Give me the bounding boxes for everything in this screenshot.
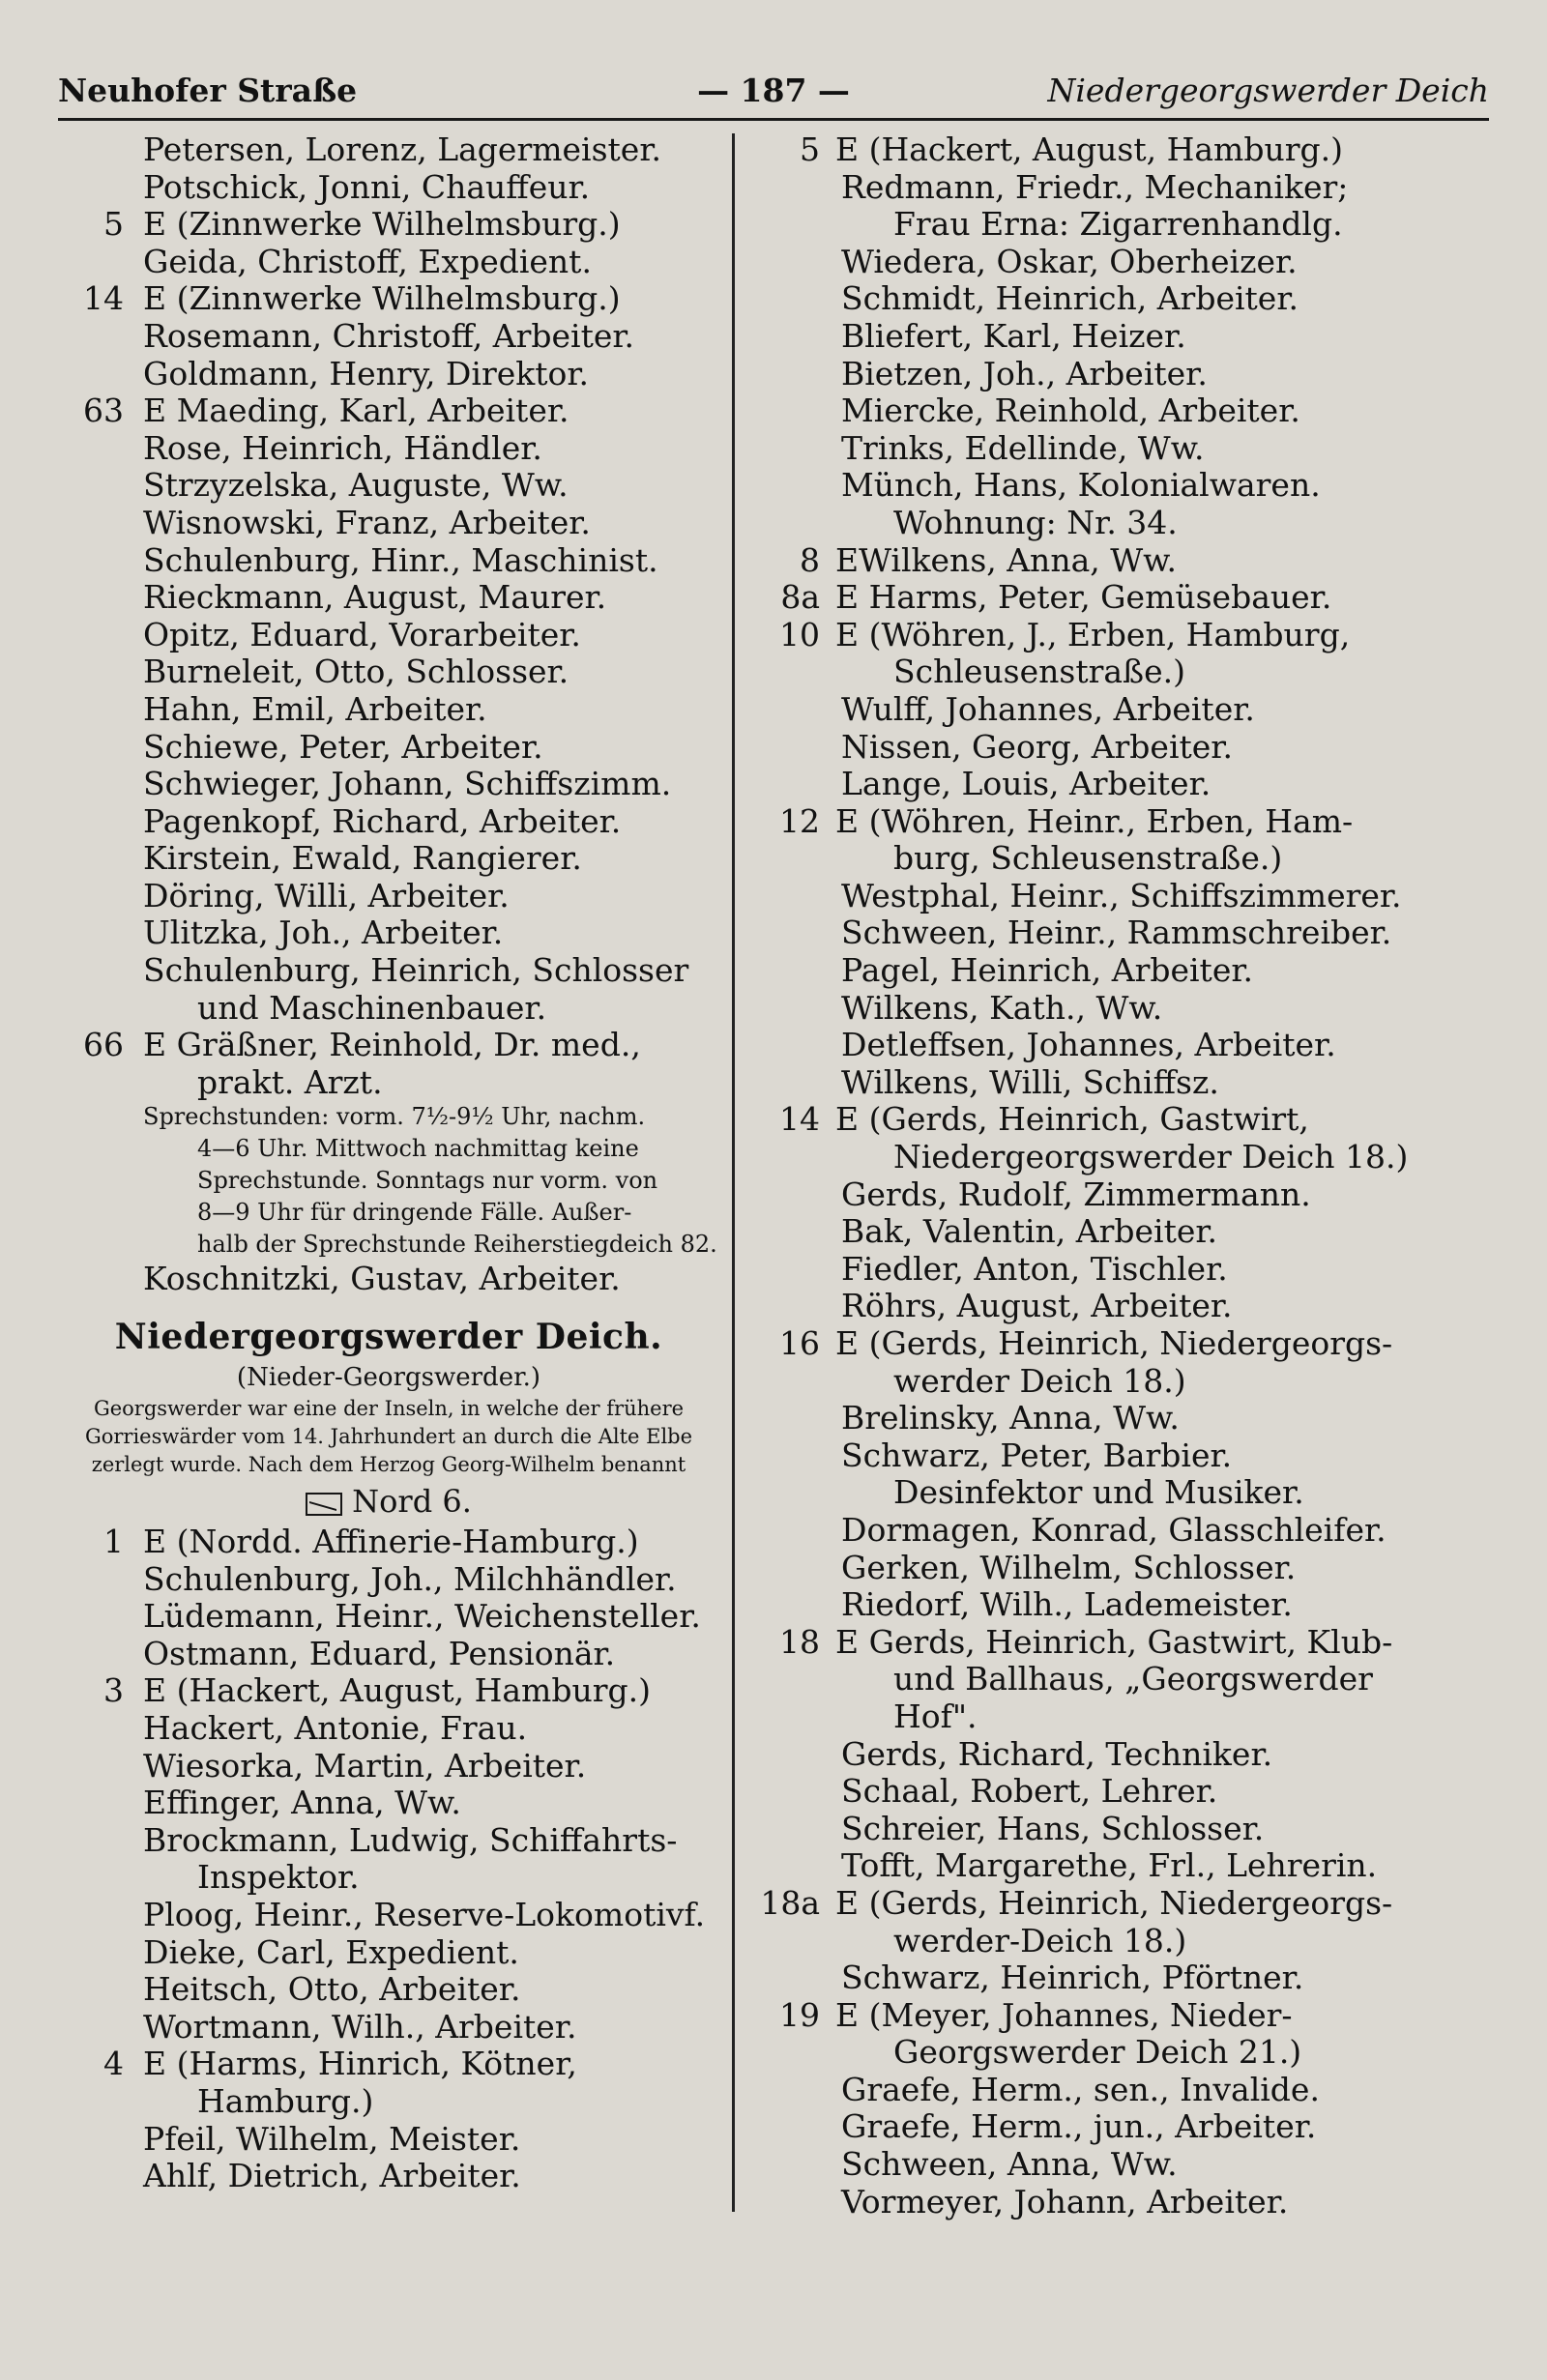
directory-entry — [62, 1561, 715, 1599]
directory-entry — [62, 392, 715, 430]
entry-text: Hamburg.) — [197, 2081, 374, 2120]
entry-text: Opitz, Eduard, Vorarbeiter. — [143, 615, 581, 653]
house-number: 12 — [779, 801, 820, 840]
entry-text: Ahlf, Dietrich, Arbeiter. — [143, 2157, 521, 2195]
directory-entry — [760, 1027, 1437, 1064]
directory-entry — [62, 2083, 715, 2121]
house-number: 5 — [103, 205, 124, 244]
directory-entry — [62, 1748, 715, 1785]
entry-text: Tofft, Margarethe, Frl., Lehrerin. — [841, 1846, 1378, 1885]
page-number: — 187 — — [697, 72, 850, 109]
entry-text: Röhrs, August, Arbeiter. — [841, 1287, 1233, 1325]
entry-text: Döring, Willi, Arbeiter. — [143, 876, 510, 914]
entry-text: Riedorf, Wilh., Lademeister. — [841, 1585, 1293, 1624]
directory-entry — [760, 766, 1437, 803]
entry-text: Trinks, Edellinde, Ww. — [841, 428, 1205, 467]
entry-text: Wortmann, Wilh., Arbeiter. — [143, 2007, 577, 2046]
entry-text: Redmann, Friedr., Mechaniker; — [841, 167, 1349, 206]
entry-text: Rosemann, Christoff, Arbeiter. — [143, 316, 635, 355]
entry-text: EWilkens, Anna, Ww. — [835, 540, 1177, 579]
entry-text: Gerken, Wilhelm, Schlosser. — [841, 1548, 1297, 1586]
entry-text: Petersen, Lorenz, Lagermeister. — [143, 131, 661, 168]
directory-entry — [760, 1698, 1437, 1736]
directory-entry — [760, 2146, 1437, 2184]
directory-entry — [760, 952, 1437, 990]
entry-text: Vormeyer, Johann, Arbeiter. — [841, 2182, 1289, 2220]
directory-entry — [760, 729, 1437, 767]
directory-entry — [62, 952, 715, 990]
directory-entry — [62, 1672, 715, 1710]
directory-entry — [760, 878, 1437, 915]
entry-text: Inspektor. — [197, 1858, 360, 1897]
house-number: 16 — [779, 1324, 820, 1362]
entry-text: E Gerds, Heinrich, Gastwirt, Klub- — [835, 1622, 1393, 1661]
postal-district-label: Nord 6. — [352, 1483, 472, 1521]
directory-entry — [760, 840, 1437, 878]
entry-text: Schween, Anna, Ww. — [841, 2145, 1178, 2184]
directory-entry — [62, 169, 715, 207]
entry-text: Schulenburg, Heinrich, Schlosser — [143, 951, 689, 990]
directory-entry — [62, 318, 715, 356]
directory-entry — [62, 803, 715, 841]
directory-entry — [760, 206, 1437, 244]
directory-entry — [62, 505, 715, 542]
directory-entry — [62, 1859, 715, 1897]
entry-text: Wilkens, Willi, Schiffsz. — [841, 1062, 1219, 1101]
house-number: 8 — [800, 540, 820, 579]
entry-text: Lange, Louis, Arbeiter. — [841, 765, 1211, 803]
directory-entry — [62, 653, 715, 691]
entry-text: Schween, Heinr., Rammschreiber. — [841, 914, 1392, 952]
directory-entry — [760, 542, 1437, 580]
directory-entry — [760, 1661, 1437, 1698]
directory-entry — [62, 1897, 715, 1934]
directory-entry — [760, 1923, 1437, 1960]
directory-entry — [62, 729, 715, 767]
entry-text: prakt. Arzt. — [197, 1062, 383, 1101]
column-divider — [732, 133, 735, 2212]
entry-text: E (Gerds, Heinrich, Gastwirt, — [835, 1100, 1309, 1139]
directory-entry — [62, 1785, 715, 1822]
entry-text: E (Gerds, Heinrich, Niedergeorgs- — [835, 1324, 1393, 1362]
entry-text: Desinfektor und Musiker. — [893, 1473, 1304, 1512]
entry-text: E (Wöhren, Heinr., Erben, Ham- — [835, 801, 1354, 840]
office-hours-line — [62, 1101, 715, 1133]
entry-text: Detleffsen, Johannes, Arbeiter. — [841, 1026, 1336, 1064]
house-number: 14 — [779, 1100, 820, 1139]
entry-text: Münch, Hans, Kolonialwaren. — [841, 466, 1321, 505]
entry-text: Bak, Valentin, Arbeiter. — [841, 1212, 1218, 1251]
house-number: 3 — [103, 1671, 124, 1710]
entry-text: Dieke, Carl, Expedient. — [143, 1932, 519, 1971]
entry-text: Frau Erna: Zigarrenhandlg. — [893, 205, 1343, 244]
entry-text: Schwarz, Heinrich, Pförtner. — [841, 1959, 1304, 1997]
entry-text: Hackert, Antonie, Frau. — [143, 1709, 528, 1747]
directory-entry — [62, 2158, 715, 2195]
entry-text: Ulitzka, Joh., Arbeiter. — [143, 914, 504, 952]
header-rule — [58, 118, 1489, 121]
entry-text: E (Hackert, August, Hamburg.) — [143, 1671, 651, 1710]
house-number: 1 — [103, 1523, 124, 1561]
directory-entry — [62, 542, 715, 580]
entry-text: Schmidt, Heinrich, Arbeiter. — [841, 279, 1299, 318]
entry-text: Georgswerder Deich 21.) — [893, 2033, 1302, 2072]
section-note: Gorrieswärder vom 14. Jahrhundert an durch die Alte Elbe — [84, 1425, 693, 1449]
house-number: 19 — [779, 1995, 820, 2034]
house-number: 10 — [779, 615, 820, 653]
entry-text: Rieckmann, August, Maurer. — [143, 578, 607, 617]
entry-text: Goldmann, Henry, Direktor. — [143, 354, 590, 392]
entry-text: Rose, Heinrich, Händler. — [143, 428, 542, 467]
entry-text: Dormagen, Konrad, Glasschleifer. — [841, 1510, 1386, 1549]
house-number: 63 — [83, 392, 124, 430]
house-number: 18 — [779, 1622, 820, 1661]
directory-entry — [62, 206, 715, 244]
entry-text: Schwarz, Peter, Barbier. — [841, 1436, 1233, 1474]
directory-entry — [62, 1027, 715, 1064]
entry-text: Pagenkopf, Richard, Arbeiter. — [143, 801, 622, 840]
house-number: 8a — [780, 578, 820, 617]
entry-text: werder-Deich 18.) — [893, 1921, 1187, 1959]
directory-entry — [62, 356, 715, 393]
directory-entry — [760, 467, 1437, 505]
entry-text: Schwieger, Johann, Schiffszimm. — [143, 765, 672, 803]
directory-entry — [760, 1437, 1437, 1475]
directory-entry — [760, 579, 1437, 617]
entry-text: Schulenburg, Joh., Milchhändler. — [143, 1559, 677, 1598]
entry-text: E (Gerds, Heinrich, Niedergeorgs- — [835, 1883, 1393, 1922]
entry-text: Graefe, Herm., sen., Invalide. — [841, 2070, 1320, 2108]
directory-entry — [62, 1971, 715, 2009]
entry-text: Hahn, Emil, Arbeiter. — [143, 689, 487, 728]
page-header — [58, 62, 1489, 120]
entry-text: E (Hackert, August, Hamburg.) — [835, 131, 1343, 168]
directory-entry — [760, 617, 1437, 654]
directory-entry — [760, 1550, 1437, 1587]
directory-entry — [760, 505, 1437, 542]
directory-entry — [760, 1400, 1437, 1437]
entry-text: Gerds, Richard, Techniker. — [841, 1734, 1273, 1773]
directory-entry — [760, 1176, 1437, 1214]
directory-entry — [62, 766, 715, 803]
directory-entry — [760, 1251, 1437, 1289]
directory-entry — [62, 1524, 715, 1561]
directory-entry — [62, 1710, 715, 1748]
directory-entry — [760, 280, 1437, 318]
office-hours-line — [62, 1133, 715, 1165]
directory-entry — [760, 803, 1437, 841]
entry-text: Schaal, Robert, Lehrer. — [841, 1772, 1218, 1811]
entry-text: Fiedler, Anton, Tischler. — [841, 1249, 1228, 1288]
entry-text: Brockmann, Ludwig, Schiffahrts- — [143, 1820, 678, 1859]
entry-text: Pfeil, Wilhelm, Meister. — [143, 2119, 521, 2158]
entry-text: E (Zinnwerke Wilhelmsburg.) — [143, 205, 621, 244]
office-hours-line — [62, 1197, 715, 1229]
directory-entry — [62, 1598, 715, 1636]
directory-entry — [760, 653, 1437, 691]
section-subtitle: (Nieder-Georgswerder.) — [236, 1363, 541, 1393]
entry-text: und Ballhaus, „Georgswerder — [893, 1660, 1373, 1698]
directory-entry — [760, 1997, 1437, 2035]
envelope-icon — [306, 1493, 342, 1516]
directory-entry — [760, 356, 1437, 393]
directory-entry — [62, 990, 715, 1028]
directory-entry — [760, 1474, 1437, 1512]
entry-text: Schiewe, Peter, Arbeiter. — [143, 727, 543, 766]
entry-text: Koschnitzki, Gustav, Arbeiter. — [143, 1260, 621, 1298]
directory-entry — [62, 467, 715, 505]
entry-text: Niedergeorgswerder Deich 18.) — [893, 1138, 1409, 1176]
office-hours-text: 8—9 Uhr für dringende Fälle. Außer- — [197, 1199, 632, 1227]
directory-entry — [62, 1636, 715, 1673]
entry-text: Ploog, Heinr., Reserve-Lokomotivf. — [143, 1895, 706, 1933]
house-number: 66 — [83, 1026, 124, 1064]
entry-text: E Maeding, Karl, Arbeiter. — [143, 392, 569, 430]
entry-text: Lüdemann, Heinr., Weichensteller. — [143, 1597, 701, 1636]
left-column — [62, 131, 715, 2195]
entry-text: Wilkens, Kath., Ww. — [841, 988, 1163, 1027]
entry-text: Potschick, Jonni, Chauffeur. — [143, 167, 591, 206]
directory-entry — [760, 1064, 1437, 1102]
entry-text: Bliefert, Karl, Heizer. — [841, 316, 1186, 355]
entry-text: burg, Schleusenstraße.) — [893, 839, 1283, 878]
house-number: 14 — [83, 279, 124, 318]
directory-entry — [62, 579, 715, 617]
entry-text: Geida, Christoff, Expedient. — [143, 242, 592, 280]
entry-text: Graefe, Herm., jun., Arbeiter. — [841, 2107, 1317, 2146]
directory-entry — [62, 2009, 715, 2046]
directory-entry — [62, 914, 715, 952]
entry-text: Bietzen, Joh., Arbeiter. — [841, 354, 1208, 392]
directory-entry — [62, 1064, 715, 1102]
directory-entry — [760, 1847, 1437, 1885]
entry-text: Wulff, Johannes, Arbeiter. — [841, 689, 1255, 728]
directory-entry — [760, 244, 1437, 281]
entry-text: Strzyzelska, Auguste, Ww. — [143, 466, 569, 505]
entry-text: Heitsch, Otto, Arbeiter. — [143, 1970, 521, 2009]
entry-text: Kirstein, Ewald, Rangierer. — [143, 839, 582, 878]
entry-text: Wohnung: Nr. 34. — [893, 503, 1178, 541]
entry-text: E Harms, Peter, Gemüsebauer. — [835, 578, 1332, 617]
directory-entry — [760, 990, 1437, 1028]
header-street-end: Niedergeorgswerder Deich — [1047, 72, 1489, 109]
directory-entry — [62, 430, 715, 468]
directory-entry — [760, 169, 1437, 207]
entry-text: Pagel, Heinrich, Arbeiter. — [841, 951, 1253, 990]
directory-entry — [760, 131, 1437, 169]
office-hours-text: Sprechstunde. Sonntags nur vorm. von — [197, 1167, 658, 1195]
directory-entry — [760, 1811, 1437, 1848]
directory-entry — [62, 131, 715, 169]
directory-entry — [62, 1822, 715, 1860]
entry-text: Burneleit, Otto, Schlosser. — [143, 653, 569, 691]
entry-text: Westphal, Heinr., Schiffszimmerer. — [841, 876, 1402, 914]
directory-entry — [760, 914, 1437, 952]
entry-text: Effinger, Anna, Ww. — [143, 1784, 461, 1822]
entry-text: Brelinsky, Anna, Ww. — [841, 1399, 1180, 1437]
directory-entry — [62, 244, 715, 281]
directory-entry — [760, 1773, 1437, 1811]
directory-entry — [760, 691, 1437, 729]
right-column — [760, 131, 1437, 2220]
directory-entry — [760, 1363, 1437, 1401]
directory-entry — [760, 1885, 1437, 1923]
directory-entry — [760, 1139, 1437, 1176]
office-hours-text: Sprechstunden: vorm. 7½-9½ Uhr, nachm. — [143, 1103, 646, 1131]
directory-entry — [62, 2121, 715, 2159]
entry-text: E (Harms, Hinrich, Kötner, — [143, 2045, 577, 2083]
entry-text: E (Meyer, Johannes, Nieder- — [835, 1995, 1293, 2034]
directory-entry — [62, 280, 715, 318]
directory-entry — [760, 1959, 1437, 1997]
entry-text: Wiesorka, Martin, Arbeiter. — [143, 1746, 587, 1785]
entry-text: E (Nordd. Affinerie-Hamburg.) — [143, 1523, 639, 1561]
entry-text: Gerds, Rudolf, Zimmermann. — [841, 1175, 1311, 1213]
directory-entry — [760, 1624, 1437, 1662]
directory-entry — [760, 2072, 1437, 2109]
entry-text: Wisnowski, Franz, Arbeiter. — [143, 503, 591, 541]
house-number: 18a — [760, 1883, 820, 1922]
directory-entry — [62, 691, 715, 729]
directory-entry — [760, 318, 1437, 356]
entry-text: Schulenburg, Hinr., Maschinist. — [143, 540, 658, 579]
directory-entry — [760, 2184, 1437, 2221]
entry-text: Schreier, Hans, Schlosser. — [841, 1809, 1265, 1847]
directory-entry — [62, 1934, 715, 1972]
directory-entry — [760, 2034, 1437, 2072]
directory-entry — [760, 1325, 1437, 1363]
office-hours-text: 4—6 Uhr. Mittwoch nachmittag keine — [197, 1135, 639, 1163]
postal-district — [62, 1479, 715, 1524]
office-hours-text: halb der Sprechstunde Reiherstiegdeich 82. — [197, 1231, 717, 1259]
directory-entry — [760, 1101, 1437, 1139]
entry-text: E (Zinnwerke Wilhelmsburg.) — [143, 279, 621, 318]
entry-text: Ostmann, Eduard, Pensionär. — [143, 1634, 616, 1672]
header-street-start: Neuhofer Straße — [58, 72, 358, 109]
entry-text: Schleusenstraße.) — [893, 653, 1185, 691]
directory-entry — [760, 1512, 1437, 1550]
directory-entry — [760, 430, 1437, 468]
directory-entry — [62, 1261, 715, 1298]
directory-entry — [62, 840, 715, 878]
entry-text: Miercke, Reinhold, Arbeiter. — [841, 392, 1300, 430]
entry-text: E Gräßner, Reinhold, Dr. med., — [143, 1026, 641, 1064]
entry-text: Hof". — [893, 1697, 978, 1735]
section-note: zerlegt wurde. Nach dem Herzog Georg-Wilhelm benannt — [91, 1453, 686, 1477]
house-number: 5 — [800, 131, 820, 168]
entry-text: Wiedera, Oskar, Oberheizer. — [841, 242, 1298, 280]
entry-text: E (Wöhren, J., Erben, Hamburg, — [835, 615, 1351, 653]
directory-entry — [760, 1586, 1437, 1624]
directory-entry — [62, 2046, 715, 2083]
directory-entry — [62, 617, 715, 654]
office-hours-line — [62, 1165, 715, 1197]
section-title: Niedergeorgswerder Deich. — [114, 1317, 663, 1358]
entry-text: werder Deich 18.) — [893, 1361, 1186, 1400]
directory-entry — [62, 878, 715, 915]
directory-entry — [760, 1213, 1437, 1251]
section-note: Georgswerder war eine der Inseln, in welche der frühere — [93, 1397, 685, 1421]
directory-entry — [760, 1288, 1437, 1325]
directory-entry — [760, 1736, 1437, 1774]
directory-entry — [760, 392, 1437, 430]
house-number: 4 — [103, 2045, 124, 2083]
office-hours-line — [62, 1229, 715, 1261]
entry-text: und Maschinenbauer. — [197, 988, 547, 1027]
directory-entry — [760, 2108, 1437, 2146]
entry-text: Nissen, Georg, Arbeiter. — [841, 727, 1233, 766]
